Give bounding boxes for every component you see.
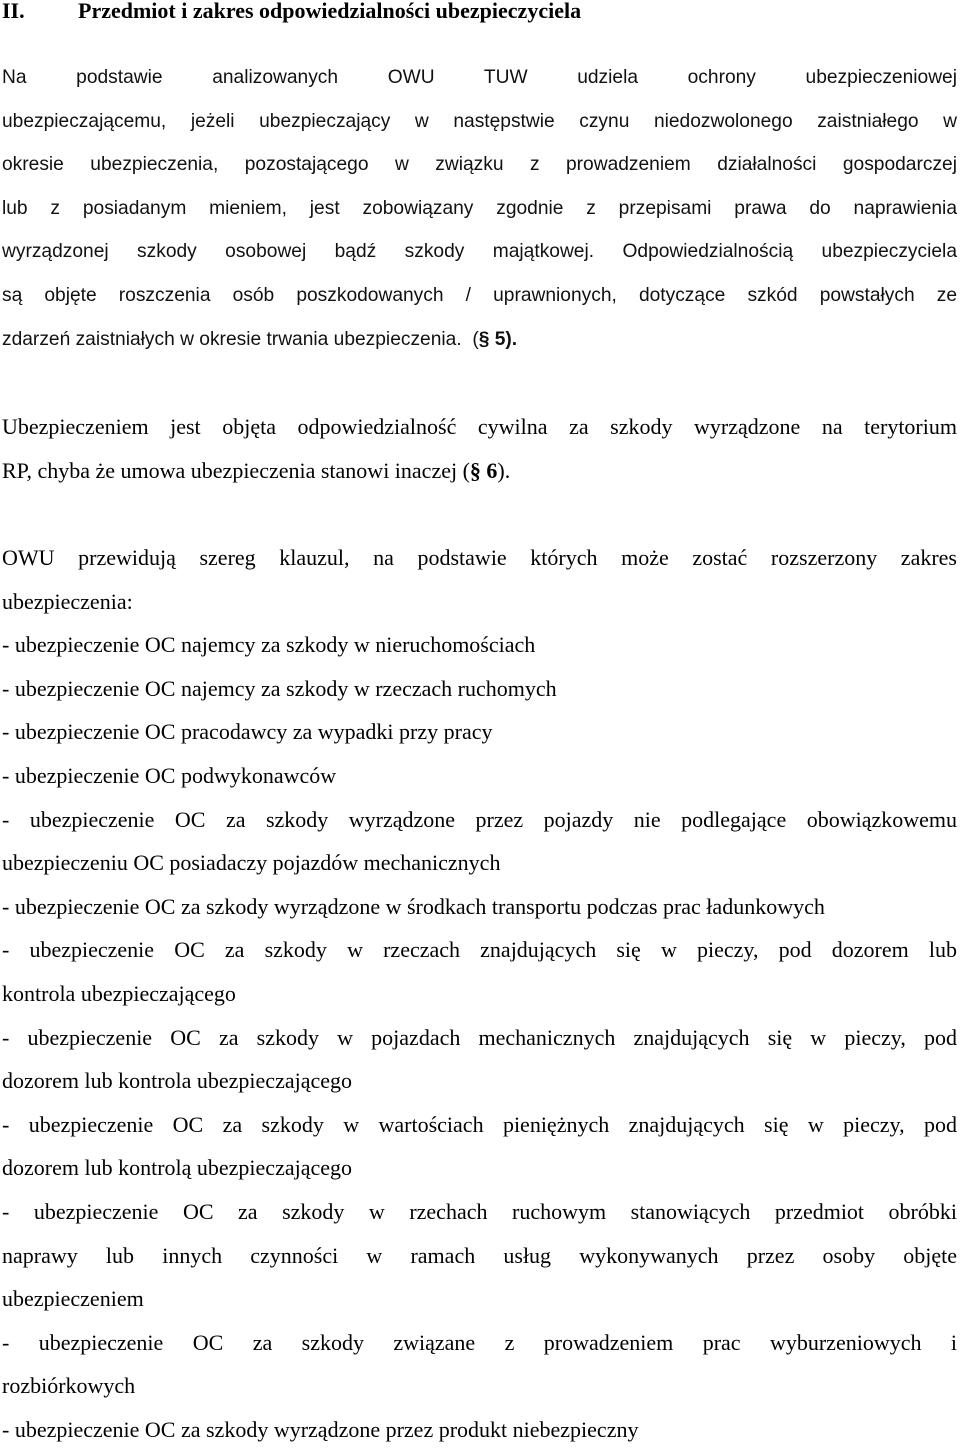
clause-line: dozorem lub kontrola ubezpieczającego bbox=[2, 1068, 353, 1094]
reference-number: 6 bbox=[480, 457, 498, 483]
clause-line: - ubezpieczenie OC za szkody wyrządzone w środkach transportu podczas prac ładunkowych bbox=[2, 893, 825, 919]
paragraph-line: są objęte roszczenia osób poszkodowanych / uprawnionych, dotyczące szkód powstałych ze bbox=[2, 284, 957, 306]
clause-line: rozbiórkowych bbox=[2, 1373, 136, 1399]
clause-line: - ubezpieczenie OC pracodawcy za wypadki przy pracy bbox=[2, 719, 493, 745]
clause-item bbox=[2, 667, 957, 711]
paragraph-sign: § bbox=[469, 457, 481, 483]
clause-item bbox=[2, 1190, 957, 1321]
reference-open: ( bbox=[462, 457, 470, 483]
clause-list bbox=[2, 623, 957, 1451]
clause-line: - ubezpieczenie OC za szkody związane z prowadzeniem prac wyburzeniowych i bbox=[2, 1329, 957, 1355]
clause-line: - ubezpieczenie OC najemcy za szkody w rzeczach ruchomych bbox=[2, 675, 557, 701]
clause-item bbox=[2, 1321, 957, 1408]
section-number: II. bbox=[2, 0, 25, 23]
paragraph-clauses bbox=[2, 536, 957, 1451]
clause-line: naprawy lub innych czynności w ramach usług wykonywanych przez osoby objęte bbox=[2, 1242, 957, 1268]
clause-line: - ubezpieczenie OC podwykonawców bbox=[2, 762, 337, 788]
paragraph-coverage-scope bbox=[2, 56, 957, 361]
clause-item bbox=[2, 754, 957, 798]
paragraph-line: ubezpieczenia: bbox=[2, 588, 133, 614]
paragraph-line: lub z posiadanym mieniem, jest zobowiązany zgodnie z przepisami prawa do naprawienia bbox=[2, 197, 957, 219]
reference-open: ( bbox=[472, 328, 479, 350]
paragraph-line: Na podstawie analizowanych OWU TUW udziela ochrony ubezpieczeniowej bbox=[2, 67, 957, 88]
clause-line: ubezpieczeniu OC posiadaczy pojazdów mechanicznych bbox=[2, 850, 501, 876]
section-reference bbox=[470, 458, 498, 483]
section-title: Przedmiot i zakres odpowiedzialności ubezpieczyciela bbox=[78, 0, 582, 23]
clause-item bbox=[2, 798, 957, 885]
paragraph-line: okresie ubezpieczenia, pozostającego w związku z prowadzeniem działalności gospodarczej bbox=[2, 154, 957, 176]
clause-line: - ubezpieczenie OC za szkody wyrządzone przez pojazdy nie podlegające obowiązkowemu bbox=[2, 806, 957, 832]
paragraph-last-line bbox=[2, 449, 957, 493]
paragraph-line-text: zdarzeń zaistniałych w okresie trwania ubezpieczenia. bbox=[2, 328, 462, 350]
paragraph-line: OWU przewidują szereg klauzul, na podstawie których może zostać rozszerzony zakres bbox=[2, 545, 957, 570]
clause-item bbox=[2, 885, 957, 929]
paragraph-line-text: RP, chyba że umowa ubezpieczenia stanowi inaczej bbox=[2, 457, 458, 483]
clause-line: - ubezpieczenie OC za szkody w rzeczach znajdujących się w pieczy, pod dozorem lub bbox=[2, 937, 957, 963]
clause-item bbox=[2, 1103, 957, 1190]
paragraph-territory bbox=[2, 405, 957, 492]
clause-line: - ubezpieczenie OC za szkody w pojazdach mechanicznych znajdujących się w pieczy, pod bbox=[2, 1024, 957, 1050]
clause-line: - ubezpieczenie OC za szkody w rzechach ruchowym stanowiących przedmiot obróbki bbox=[2, 1198, 957, 1224]
clause-item bbox=[2, 1408, 957, 1451]
paragraph-line: ubezpieczającemu, jeżeli ubezpieczający w następstwie czynu niedozwolonego zaistniałego w bbox=[2, 110, 957, 132]
section-reference bbox=[479, 329, 517, 350]
clause-line: - ubezpieczenie OC za szkody wyrządzone przez produkt niebezpieczny bbox=[2, 1416, 639, 1442]
paragraph-last-line bbox=[2, 318, 957, 362]
clause-line: - ubezpieczenie OC najemcy za szkody w nieruchomościach bbox=[2, 632, 536, 658]
clause-line: kontrola ubezpieczającego bbox=[2, 980, 236, 1006]
clause-item bbox=[2, 623, 957, 667]
clause-item bbox=[2, 1016, 957, 1103]
reference-number: 5). bbox=[489, 328, 518, 350]
clause-item bbox=[2, 710, 957, 754]
reference-close: ). bbox=[497, 457, 511, 483]
clause-item bbox=[2, 928, 957, 1015]
clause-line: - ubezpieczenie OC za szkody w wartościach pieniężnych znajdujących się w pieczy, pod bbox=[2, 1111, 957, 1137]
section-heading bbox=[2, 0, 581, 28]
clause-line: dozorem lub kontrolą ubezpieczającego bbox=[2, 1155, 353, 1181]
paragraph-line: wyrządzonej szkody osobowej bądź szkody majątkowej. Odpowiedzialnością ubezpieczyciela bbox=[2, 241, 957, 263]
paragraph-sign: § bbox=[478, 328, 490, 350]
clause-line: ubezpieczeniem bbox=[2, 1286, 144, 1312]
paragraph-line: Ubezpieczeniem jest objęta odpowiedzialność cywilna za szkody wyrządzone na terytorium bbox=[2, 414, 957, 439]
